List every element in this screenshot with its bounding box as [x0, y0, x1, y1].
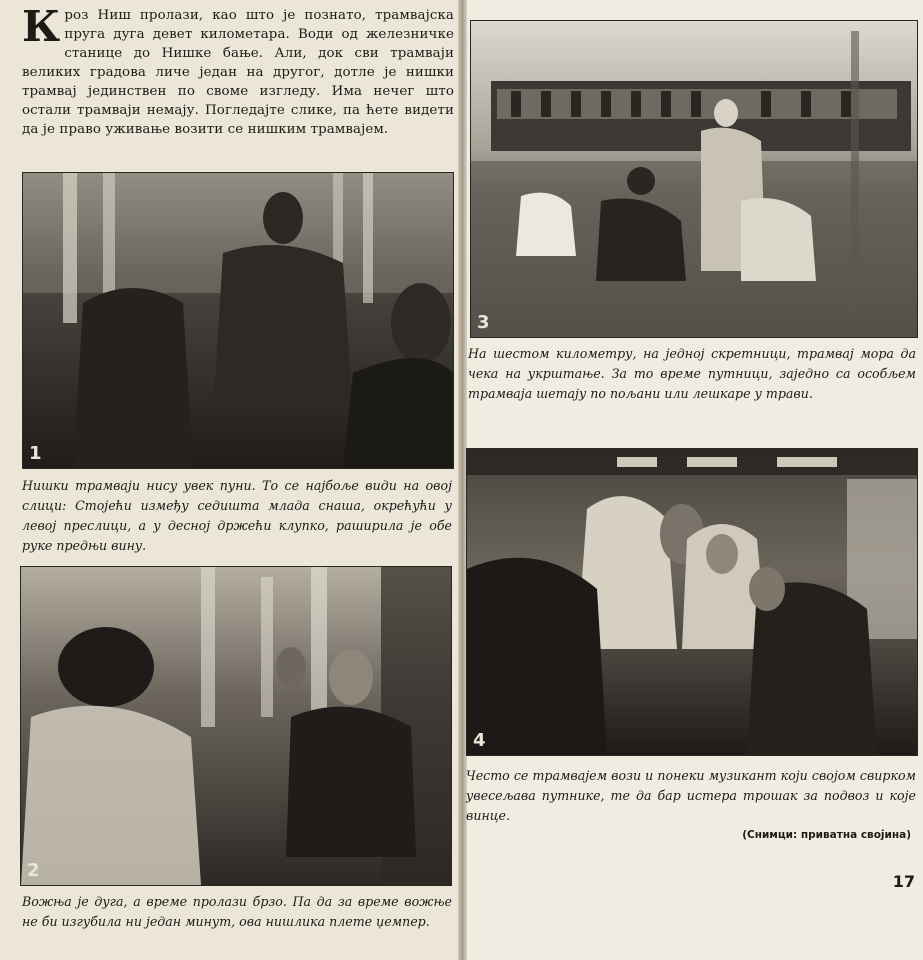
photo-4-number: 4	[473, 730, 486, 751]
photo-1-caption: Нишки трамваји нису увек пуни. То се најбоље види на овој слици: Стојећи између седишта млада снаша, окрећући у левој преслици, а у десној држећи клупко, раширила је обе руке предњи вину.	[22, 478, 452, 553]
photo-4-caption: Често се трамвајем вози и понеки музикант који својом свирком увесељава путнике, те да бар истера трошак за подвоз и које винце.	[466, 768, 916, 823]
photo-1-number: 1	[29, 443, 42, 464]
intro-paragraph	[22, 2, 454, 139]
photo-1	[22, 172, 454, 469]
intro-text: роз Ниш пролази, као што је познато, трамвајска пруга дуга девет километара. Води од железничке станице до Нишке бање. Али, док сви трамваји великих градова личе један на другог, дотле је нишки трамвај јединствен по своме изгледу. Има нечег што остали трамваји немају. Погледајте слике, па ћете видети да је право уживање возити се нишким трамвајем.	[22, 8, 454, 137]
photo-3-number: 3	[477, 312, 490, 333]
photo-4	[466, 448, 918, 756]
page-number: 17	[892, 872, 915, 891]
photo-2	[20, 566, 452, 886]
intro-dropcap: К	[22, 2, 61, 51]
photo-3	[470, 20, 918, 338]
photo-credit: (Снимци: приватна својина)	[742, 829, 911, 841]
photo-2-number: 2	[27, 860, 40, 881]
photo-3-caption: На шестом километру, на једној скретници, трамвај мора да чека на укрштање. За то време путници, заједно са особљем трамваја шетају по пољани или лешкаре у трави.	[468, 346, 916, 401]
photo-2-caption: Вожња је дуга, а време пролази брзо. Па да за време вожње не би изгубила ни један минут, ова нишлика плете џемпер.	[22, 894, 452, 929]
